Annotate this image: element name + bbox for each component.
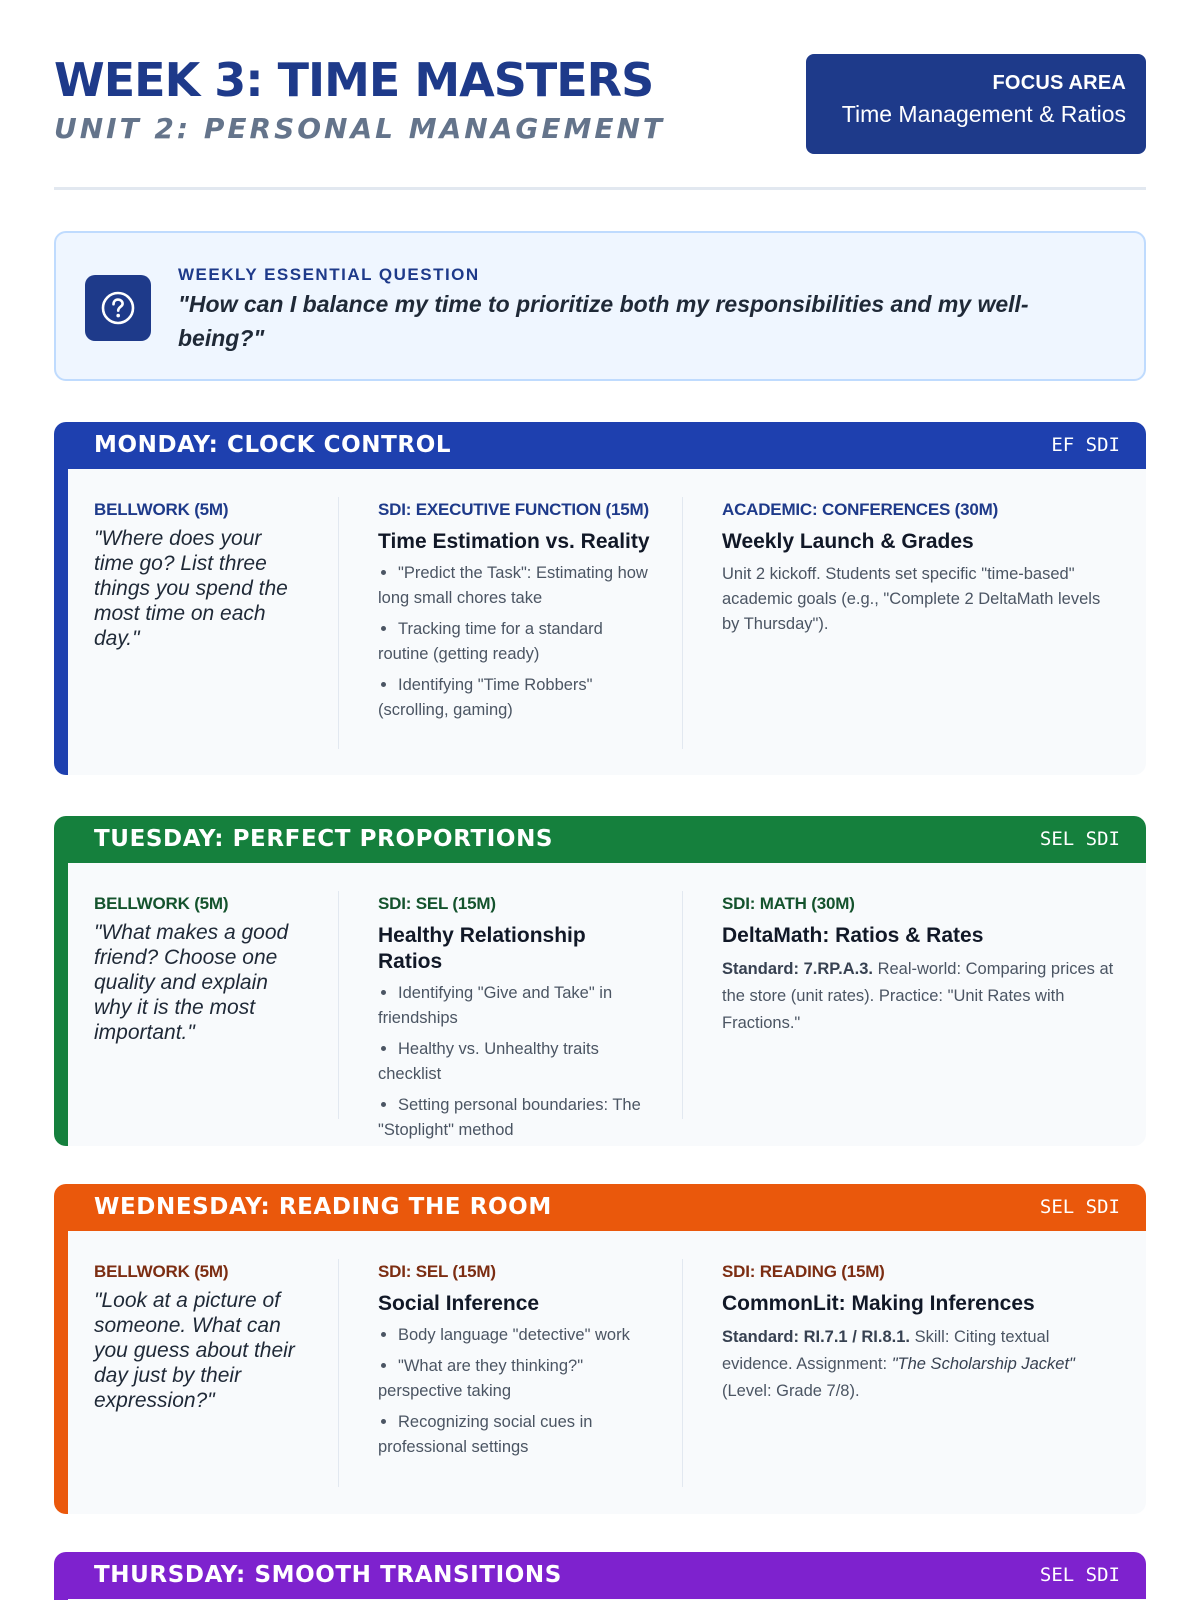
- column-divider: [682, 1259, 683, 1487]
- activity-label: SDI: SEL (15M): [378, 894, 496, 913]
- day-card-thursday: [54, 1552, 1146, 1600]
- activity-title: DeltaMath: Ratios & Rates: [722, 924, 984, 947]
- activity-title: Time Estimation vs. Reality: [378, 530, 650, 553]
- bellwork-prompt: "Where does your time go? List three things you spend the most time on each day.": [94, 527, 288, 650]
- page-title: WEEK 3: TIME MASTERS: [54, 53, 654, 107]
- assignment-title: "The Scholarship Jacket": [891, 1355, 1075, 1373]
- focus-area-badge: [806, 54, 1146, 154]
- bullet-icon: [381, 990, 386, 995]
- essential-question-text: "How can I balance my time to prioritize both my responsibilities and my well-being?": [178, 291, 1029, 351]
- bullet-text: Healthy vs. Unhealthy traits checklist: [378, 1040, 599, 1083]
- bullet-text: "Predict the Task": Estimating how long small chores take: [378, 564, 648, 607]
- bullet-text: Setting personal boundaries: The "Stoplight" method: [378, 1096, 641, 1139]
- list-item: [378, 1093, 653, 1143]
- bullet-icon: [381, 1363, 386, 1368]
- day-header: [54, 1552, 1146, 1599]
- focus-area-label: FOCUS AREA: [992, 72, 1126, 94]
- day-tags: SEL SDI: [1039, 828, 1120, 850]
- list-item: [378, 1323, 653, 1348]
- bullet-text: Recognizing social cues in professional settings: [378, 1413, 593, 1456]
- right-column: [722, 1259, 1122, 1405]
- activity-title: Weekly Launch & Grades: [722, 530, 974, 553]
- description-text: Real-world: Comparing prices at the store (unit rates). Practice: "Unit Rates with Fractions.": [722, 960, 1114, 1032]
- page-subtitle: UNIT 2: PERSONAL MANAGEMENT: [54, 112, 666, 145]
- day-tags: SEL SDI: [1039, 1196, 1120, 1218]
- bullet-icon: [381, 682, 386, 687]
- bellwork-label: BELLWORK (5M): [94, 1262, 229, 1281]
- column-divider: [338, 1259, 339, 1487]
- column-divider: [338, 497, 339, 749]
- day-card-wednesday: [54, 1184, 1146, 1514]
- list-item: [378, 1410, 653, 1460]
- bullet-icon: [381, 1102, 386, 1107]
- essential-question-label: WEEKLY ESSENTIAL QUESTION: [178, 265, 480, 284]
- page-header: [54, 52, 1146, 154]
- day-body: [54, 469, 1146, 775]
- day-body: [54, 1231, 1146, 1514]
- bellwork-prompt: "What makes a good friend? Choose one quality and explain why it is the most important.": [94, 921, 289, 1044]
- activity-description: [722, 956, 1122, 1037]
- right-column: [722, 497, 1122, 637]
- activity-title: Social Inference: [378, 1292, 540, 1315]
- bellwork-label: BELLWORK (5M): [94, 894, 229, 913]
- list-item: [378, 617, 653, 667]
- list-item: [378, 1354, 653, 1404]
- header-divider: [54, 187, 1146, 190]
- bullet-text: "What are they thinking?" perspective taking: [378, 1357, 584, 1400]
- right-column: [722, 891, 1122, 1037]
- activity-bullets: [378, 1323, 653, 1460]
- bullet-text: Identifying "Time Robbers" (scrolling, gaming): [378, 676, 593, 719]
- activity-label: ACADEMIC: CONFERENCES (30M): [722, 500, 999, 519]
- column-divider: [338, 891, 339, 1119]
- standard-code: Standard: 7.RP.A.3.: [722, 960, 873, 978]
- day-card-tuesday: [54, 816, 1146, 1146]
- bullet-icon: [381, 1332, 386, 1337]
- standard-code: Standard: RI.7.1 / RI.8.1.: [722, 1328, 910, 1346]
- day-header: [54, 1184, 1146, 1231]
- list-item: [378, 1037, 653, 1087]
- question-circle-icon: [85, 275, 151, 341]
- column-divider: [682, 497, 683, 749]
- bullet-text: Body language "detective" work: [398, 1326, 630, 1344]
- activity-label: SDI: SEL (15M): [378, 1262, 496, 1281]
- middle-column: [378, 1259, 653, 1466]
- day-card-monday: [54, 422, 1146, 775]
- essential-question-card: [54, 231, 1146, 381]
- bellwork-label: BELLWORK (5M): [94, 500, 229, 519]
- day-title: WEDNESDAY: READING THE ROOM: [94, 1194, 552, 1220]
- activity-description: [722, 1324, 1122, 1405]
- bellwork-prompt: "Look at a picture of someone. What can you guess about their day just by their expression?": [94, 1289, 295, 1412]
- bullet-icon: [381, 626, 386, 631]
- bellwork-column: [94, 497, 304, 651]
- list-item: [378, 673, 653, 723]
- middle-column: [378, 497, 653, 729]
- activity-bullets: [378, 561, 653, 723]
- bullet-icon: [381, 1419, 386, 1424]
- day-body: [54, 863, 1146, 1146]
- day-header: [54, 422, 1146, 469]
- day-title: TUESDAY: PERFECT PROPORTIONS: [94, 826, 554, 852]
- description-text: Skill: Citing textual evidence. Assignment:: [722, 1328, 1050, 1373]
- activity-label: SDI: MATH (30M): [722, 894, 855, 913]
- activity-description: Unit 2 kickoff. Students set specific "time-based" academic goals (e.g., "Complete 2 DeltaMath levels by Thursday").: [722, 565, 1101, 633]
- day-header: [54, 816, 1146, 863]
- description-text: (Level: Grade 7/8).: [722, 1382, 860, 1400]
- activity-bullets: [378, 981, 653, 1143]
- bullet-icon: [381, 570, 386, 575]
- day-title: MONDAY: CLOCK CONTROL: [94, 432, 452, 458]
- bullet-icon: [381, 1046, 386, 1051]
- day-title: THURSDAY: SMOOTH TRANSITIONS: [94, 1562, 562, 1588]
- bullet-text: Tracking time for a standard routine (getting ready): [378, 620, 603, 663]
- day-tags: SEL SDI: [1039, 1564, 1120, 1586]
- bullet-text: Identifying "Give and Take" in friendships: [378, 984, 613, 1027]
- focus-area-value: Time Management & Ratios: [841, 101, 1126, 127]
- day-tags: EF SDI: [1051, 434, 1120, 456]
- activity-label: SDI: READING (15M): [722, 1262, 885, 1281]
- list-item: [378, 981, 653, 1031]
- activity-label: SDI: EXECUTIVE FUNCTION (15M): [378, 500, 649, 519]
- list-item: [378, 561, 653, 611]
- activity-title: CommonLit: Making Inferences: [722, 1292, 1035, 1315]
- bellwork-column: [94, 891, 304, 1045]
- middle-column: [378, 891, 653, 1149]
- activity-title: Healthy Relationship Ratios: [378, 924, 586, 973]
- column-divider: [682, 891, 683, 1119]
- bellwork-column: [94, 1259, 304, 1413]
